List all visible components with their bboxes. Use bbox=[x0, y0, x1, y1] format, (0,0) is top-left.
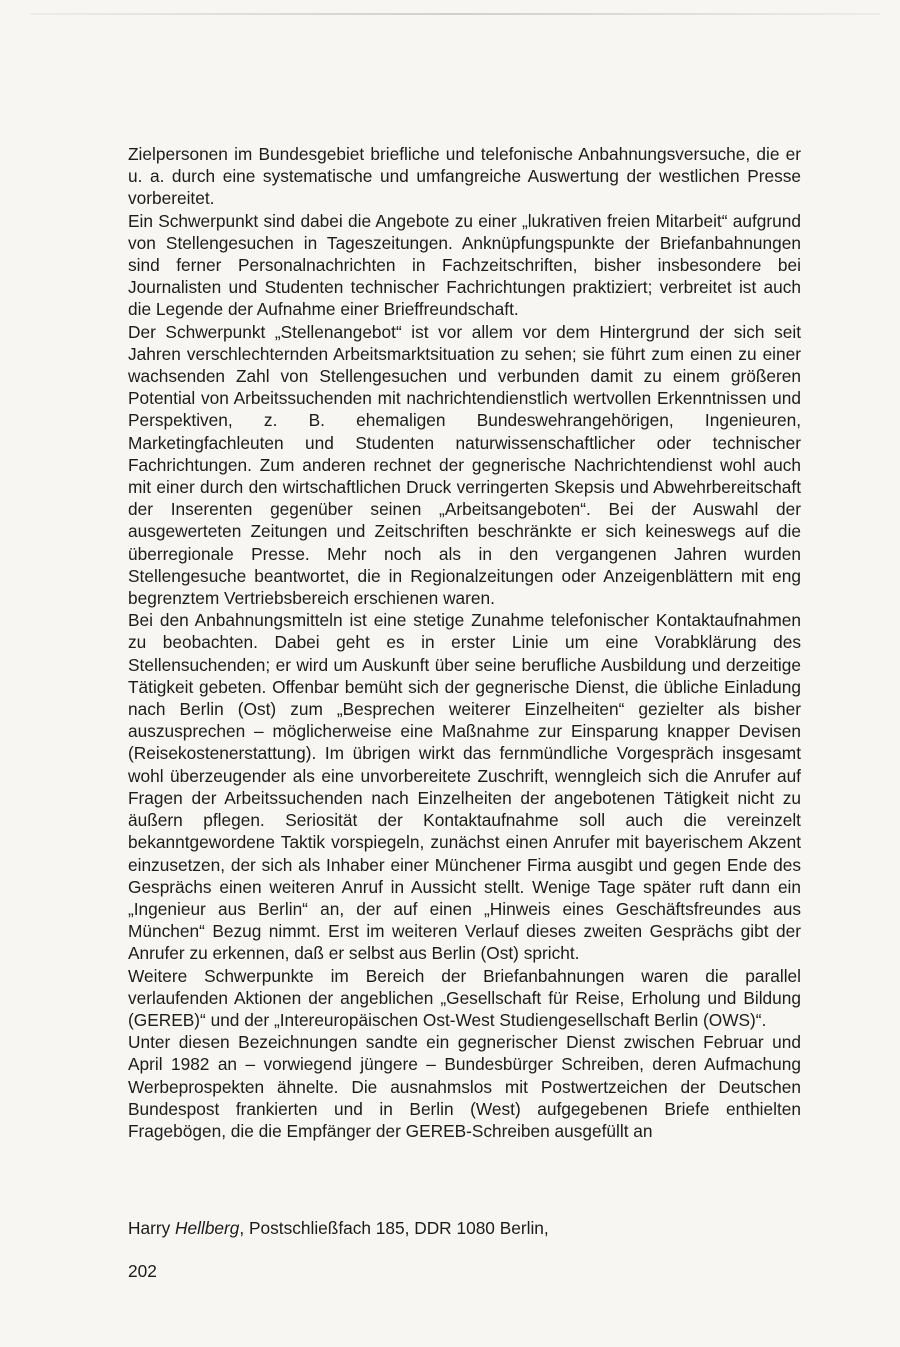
address-prefix: Harry bbox=[128, 1218, 176, 1238]
address-suffix: , Postschließfach 185, DDR 1080 Berlin, bbox=[239, 1218, 549, 1238]
paragraph-5: Weitere Schwerpunkte im Bereich der Briefanbahnungen waren die parallel verlaufenden Aktionen der angeblichen „Gesellschaft für Reise, Erholung und Bildung (GEREB)“ und der „Intereuropäischen Ost-West Studiengesellschaft Berlin (OWS)“. bbox=[128, 965, 801, 1030]
body-text bbox=[128, 143, 801, 1142]
paragraph-6: Unter diesen Bezeichnungen sandte ein gegnerischer Dienst zwischen Februar und April 1982 an – vorwiegend jüngere – Bundesbürger Schreiben, deren Aufmachung Werbeprospekten ähnelte. Die ausnahmslos mit Postwertzeichen der Deutschen Bundespost frankierten und in Berlin (West) aufgegebenen Briefe enthielten Fragebögen, die die Empfänger der GEREB-Schreiben ausgefüllt an bbox=[128, 1032, 801, 1141]
paragraph-1: Zielpersonen im Bundesgebiet briefliche und telefonische Anbahnungsversuche, die er u. a. durch eine systematische und umfangreiche Auswertung der westlichen Presse vorbereitet. bbox=[128, 144, 801, 209]
address-surname: Hellberg bbox=[175, 1218, 240, 1238]
page-number: 202 bbox=[128, 1261, 157, 1281]
address-line bbox=[128, 1217, 549, 1239]
paragraph-3: Der Schwerpunkt „Stellenangebot“ ist vor allem vor dem Hintergrund der sich seit Jahren verschlechternden Arbeitsmarktsituation zu sehen; sie führt zum einen zu einer wachsenden Zahl von Stellengesuchen und verbunden damit zu einem größeren Potential von Arbeitssuchenden mit nachrichtendienstlich wertvollen Erkenntnissen und Perspektiven, z. B. ehemaligen Bundeswehrangehörigen, Ingenieuren, Marketingfachleuten und Studenten naturwissenschaftlicher oder technischer Fachrichtungen. Zum anderen rechnet der gegnerische Nachrichtendienst wohl auch mit einer durch den wirtschaftlichen Druck verringerten Skepsis und Abwehrbereitschaft der Inserenten gegenüber seinen „Arbeitsangeboten“. Bei der Auswahl der ausgewerteten Zeitungen und Zeitschriften beschränkte er sich keineswegs auf die überregionale Presse. Mehr noch als in den vergangenen Jahren wurden Stellengesuche beantwortet, die in Regionalzeitungen oder Anzeigenblättern mit eng begrenztem Vertriebsbereich erschienen waren. bbox=[128, 321, 801, 609]
paragraph-4: Bei den Anbahnungsmitteln ist eine stetige Zunahme telefonischer Kontaktaufnahmen zu beobachten. Dabei geht es in erster Linie um eine Vorabklärung des Stellensuchenden; er wird um Auskunft über seine berufliche Ausbildung und derzeitige Tätigkeit gebeten. Offenbar bemüht sich der gegnerische Dienst, die übliche Einladung nach Berlin (Ost) zum „Besprechen weiterer Einzelheiten“ gezielter als bisher auszusprechen – möglicherweise eine Maßnahme zur Einsparung knapper Devisen (Reisekostenerstattung). Im übrigen wirkt das fernmündliche Vorgespräch insgesamt wohl überzeugender als eine unvorbereitete Zuschrift, wenngleich sich die Anrufer auf Fragen der Arbeitssuchenden nach Einzelheiten der angebotenen Tätigkeit nicht zu äußern pflegen. Seriosität der Kontaktaufnahme soll auch die vereinzelt bekanntgewordene Taktik vorspiegeln, zunächst einen Anrufer mit bayerischem Akzent einzusetzen, der sich als Inhaber einer Münchener Firma ausgibt und gegen Ende des Gesprächs einen weiteren Anruf in Aussicht stellt. Wenige Tage später ruft dann ein „Ingenieur aus Berlin“ an, der auf einen „Hinweis eines Geschäftsfreundes aus München“ Bezug nimmt. Erst im weiteren Verlauf dieses zweiten Gesprächs gibt der Anrufer zu erkennen, daß er selbst aus Berlin (Ost) spricht. bbox=[128, 610, 801, 964]
paragraph-2: Ein Schwerpunkt sind dabei die Angebote zu einer „lukrativen freien Mitarbeit“ aufgrund von Stellengesuchen in Tageszeitungen. Anknüpfungspunkte der Briefanbahnungen sind ferner Personalnachrichten in Fachzeitschriften, bisher insbesondere bei Journalisten und Studenten technischer Fachrichtungen praktiziert; verbreitet ist auch die Legende der Aufnahme einer Brieffreundschaft. bbox=[128, 210, 801, 320]
scan-edge-shadow bbox=[30, 13, 880, 15]
